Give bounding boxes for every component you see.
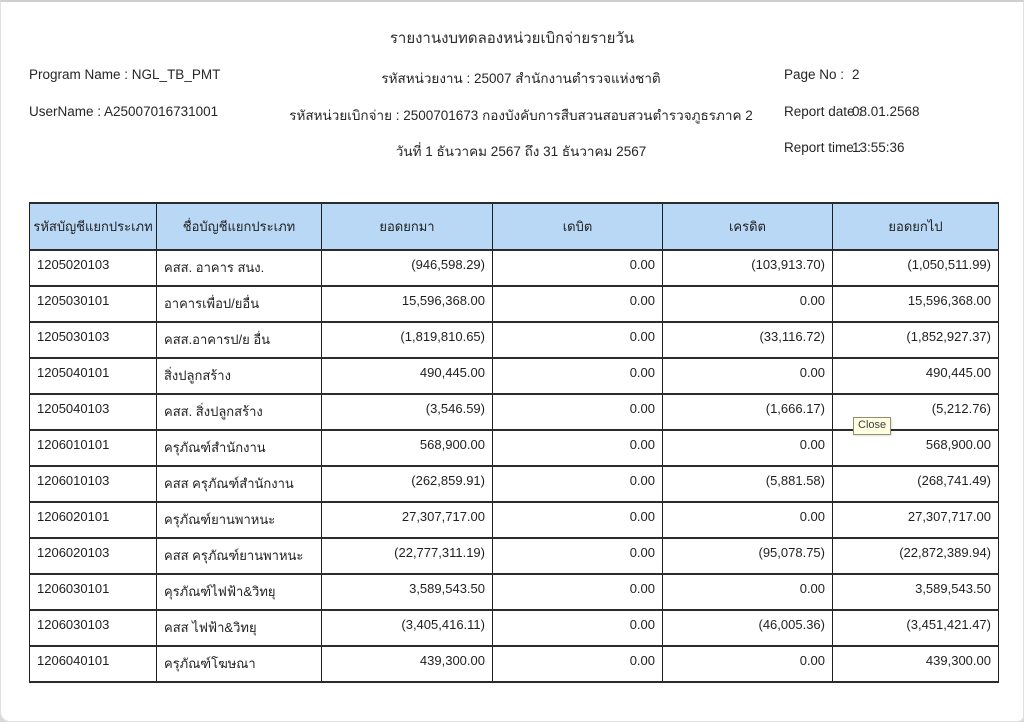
table-row bbox=[30, 286, 999, 322]
program-name bbox=[29, 67, 220, 82]
table-header-row bbox=[30, 203, 999, 250]
agency-line: รหัสหน่วยงาน : 25007 สำนักงานตำรวจแห่งชาติ bbox=[381, 71, 661, 86]
account-code-cell: 1206010101 bbox=[30, 430, 157, 466]
table-row bbox=[30, 430, 999, 466]
closing-balance-cell: 15,596,368.00 bbox=[833, 286, 999, 322]
account-name-cell: คสส ไฟฟ้า&วิทยุ bbox=[157, 610, 322, 646]
closing-balance-cell: (268,741.49) bbox=[833, 466, 999, 502]
account-name-cell: คสส ครุภัณฑ์สำนักงาน bbox=[157, 466, 322, 502]
opening-balance-cell: 27,307,717.00 bbox=[322, 502, 493, 538]
account-code-cell: 1206040101 bbox=[30, 646, 157, 682]
credit-cell: 0.00 bbox=[663, 574, 833, 610]
report-date-label: Report date : bbox=[784, 104, 863, 119]
account-name-cell: สิ่งปลูกสร้าง bbox=[157, 358, 322, 394]
account-code-cell: 1205020103 bbox=[30, 250, 157, 286]
opening-balance-cell: 3,589,543.50 bbox=[322, 574, 493, 610]
closing-balance-cell: (1,852,927.37) bbox=[833, 322, 999, 358]
credit-cell: 0.00 bbox=[663, 502, 833, 538]
opening-balance-cell: (1,819,810.65) bbox=[322, 322, 493, 358]
meta-row-3 bbox=[1, 140, 1023, 160]
account-code-cell: 1206020103 bbox=[30, 538, 157, 574]
opening-balance-cell: (3,405,416.11) bbox=[322, 610, 493, 646]
account-code-cell: 1205040101 bbox=[30, 358, 157, 394]
account-code-cell: 1206020101 bbox=[30, 502, 157, 538]
closing-balance-cell: (3,451,421.47) bbox=[833, 610, 999, 646]
account-name-cell: ครุภัณฑ์สำนักงาน bbox=[157, 430, 322, 466]
column-header-closing-balance: ยอดยกไป bbox=[833, 203, 999, 250]
debit-cell: 0.00 bbox=[493, 250, 663, 286]
page-no-label: Page No : bbox=[784, 67, 845, 82]
account-name-cell: คสส.อาคารป/ย อื่น bbox=[157, 322, 322, 358]
meta-row-1 bbox=[1, 67, 1023, 87]
opening-balance-cell: 15,596,368.00 bbox=[322, 286, 493, 322]
opening-balance-cell: 568,900.00 bbox=[322, 430, 493, 466]
closing-balance-cell: 3,589,543.50 bbox=[833, 574, 999, 610]
program-name-value: NGL_TB_PMT bbox=[131, 67, 221, 82]
debit-cell: 0.00 bbox=[493, 466, 663, 502]
date-range-line: วันที่ 1 ธันวาคม 2567 ถึง 31 ธันวาคม 2567 bbox=[395, 144, 647, 159]
account-name-cell: ครุภัณฑ์ยานพาหนะ bbox=[157, 502, 322, 538]
closing-balance-cell: 439,300.00 bbox=[833, 646, 999, 682]
debit-cell: 0.00 bbox=[493, 574, 663, 610]
meta-row-2 bbox=[1, 104, 1023, 124]
table-row bbox=[30, 466, 999, 502]
opening-balance-cell: 490,445.00 bbox=[322, 358, 493, 394]
account-code-cell: 1205030103 bbox=[30, 322, 157, 358]
credit-cell: 0.00 bbox=[663, 286, 833, 322]
column-header-credit: เครดิต bbox=[663, 203, 833, 250]
account-name-cell: อาคารเพื่อป/ยอื่น bbox=[157, 286, 322, 322]
account-code-cell: 1206010103 bbox=[30, 466, 157, 502]
table-row bbox=[30, 610, 999, 646]
credit-cell: 0.00 bbox=[663, 358, 833, 394]
account-name-cell: คุรภัณฑ์ไฟฟ้า&วิทยุ bbox=[157, 574, 322, 610]
closing-balance-cell: (5,212.76) bbox=[833, 394, 999, 430]
trial-balance-table bbox=[29, 202, 999, 683]
table-body bbox=[30, 250, 999, 682]
credit-cell: (46,005.36) bbox=[663, 610, 833, 646]
debit-cell: 0.00 bbox=[493, 394, 663, 430]
account-code-cell: 1206030101 bbox=[30, 574, 157, 610]
credit-cell: 0.00 bbox=[663, 646, 833, 682]
credit-cell: 0.00 bbox=[663, 430, 833, 466]
table-row bbox=[30, 250, 999, 286]
debit-cell: 0.00 bbox=[493, 538, 663, 574]
credit-cell: (1,666.17) bbox=[663, 394, 833, 430]
opening-balance-cell: (262,859.91) bbox=[322, 466, 493, 502]
account-code-cell: 1205040103 bbox=[30, 394, 157, 430]
report-time-label: Report time : bbox=[784, 140, 862, 155]
debit-cell: 0.00 bbox=[493, 502, 663, 538]
column-header-debit: เดบิต bbox=[493, 203, 663, 250]
table-row bbox=[30, 358, 999, 394]
account-name-cell: คสส ครุภัณฑ์ยานพาหนะ bbox=[157, 538, 322, 574]
username bbox=[29, 104, 218, 119]
closing-balance-cell: 27,307,717.00 bbox=[833, 502, 999, 538]
table-row bbox=[30, 502, 999, 538]
closing-balance-cell: 490,445.00 bbox=[833, 358, 999, 394]
opening-balance-cell: 439,300.00 bbox=[322, 646, 493, 682]
column-header-account-name: ชื่อบัญชีแยกประเภท bbox=[157, 203, 322, 250]
account-code-cell: 1206030103 bbox=[30, 610, 157, 646]
debit-cell: 0.00 bbox=[493, 286, 663, 322]
credit-cell: (103,913.70) bbox=[663, 250, 833, 286]
program-name-label: Program Name : bbox=[29, 67, 129, 82]
debit-cell: 0.00 bbox=[493, 322, 663, 358]
table-row bbox=[30, 538, 999, 574]
table-row bbox=[30, 646, 999, 682]
debit-cell: 0.00 bbox=[493, 646, 663, 682]
opening-balance-cell: (946,598.29) bbox=[322, 250, 493, 286]
account-code-cell: 1205030101 bbox=[30, 286, 157, 322]
column-header-opening-balance: ยอดยกมา bbox=[322, 203, 493, 250]
credit-cell: (95,078.75) bbox=[663, 538, 833, 574]
table-row bbox=[30, 574, 999, 610]
report-title: รายงานงบทดลองหน่วยเบิกจ่ายรายวัน bbox=[389, 30, 635, 47]
disbursement-unit-line: รหัสหน่วยเบิกจ่าย : 2500701673 กองบังคับการสืบสวนสอบสวนตำรวจภูธรภาค 2 bbox=[289, 108, 753, 123]
closing-balance-cell: 568,900.00 bbox=[833, 430, 999, 466]
credit-cell: (33,116.72) bbox=[663, 322, 833, 358]
column-header-account-code: รหัสบัญชีแยกประเภท bbox=[30, 203, 157, 250]
close-tooltip: Close bbox=[853, 417, 891, 435]
credit-cell: (5,881.58) bbox=[663, 466, 833, 502]
opening-balance-cell: (3,546.59) bbox=[322, 394, 493, 430]
opening-balance-cell: (22,777,311.19) bbox=[322, 538, 493, 574]
debit-cell: 0.00 bbox=[493, 358, 663, 394]
report-date-value: 08.01.2568 bbox=[852, 104, 920, 119]
account-name-cell: คสส. อาคาร สนง. bbox=[157, 250, 322, 286]
closing-balance-cell: (22,872,389.94) bbox=[833, 538, 999, 574]
account-name-cell: คสส. สิ่งปลูกสร้าง bbox=[157, 394, 322, 430]
table-row bbox=[30, 322, 999, 358]
debit-cell: 0.00 bbox=[493, 430, 663, 466]
page-no-value: 2 bbox=[852, 67, 860, 82]
closing-balance-cell: (1,050,511.99) bbox=[833, 250, 999, 286]
account-name-cell: ครุภัณฑ์โฆษณา bbox=[157, 646, 322, 682]
username-label: UserName : bbox=[29, 104, 102, 119]
debit-cell: 0.00 bbox=[493, 610, 663, 646]
username-value: A25007016731001 bbox=[104, 104, 219, 119]
report-time-value: 13:55:36 bbox=[852, 140, 905, 155]
